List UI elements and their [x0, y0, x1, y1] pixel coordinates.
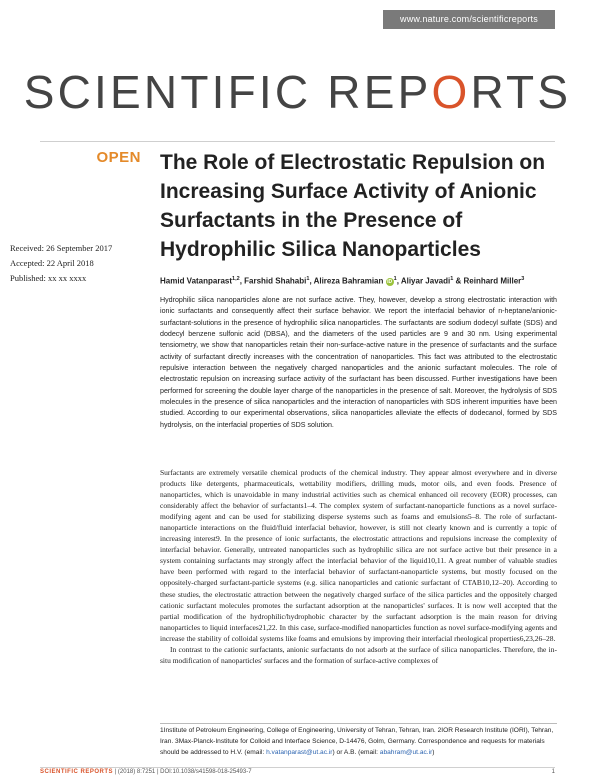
author-name[interactable]: , Farshid Shahabi [239, 276, 307, 286]
article-title: The Role of Electrostatic Repulsion on Increasing Surface Activity of Anionic Surfactants in the Presence of Hydrophilic Silica Nanoparticles [160, 151, 546, 261]
affiliation-divider [160, 723, 557, 724]
author-affiliation-sup: 1 [450, 276, 454, 282]
journal-logo-accent: O [431, 66, 471, 118]
footer-journal: SCIENTIFIC REPORTS [40, 769, 114, 775]
journal-url-bar[interactable]: www.nature.com/scientificreports [383, 10, 555, 29]
received-date: Received: 26 September 2017 [10, 243, 113, 253]
author-affiliation-sup: 1,2 [232, 276, 240, 282]
footer-doi[interactable]: | (2018) 8:7251 | DOI:10.1038/s41598-018-25493-7 [113, 769, 252, 775]
author-name[interactable]: & Reinhard Miller [453, 276, 522, 286]
abstract: Hydrophilic silica nanoparticles alone are not surface active. They, however, develop a strong electrostatic interaction with ionic surfactants and consequently affect their surface behavior. We report the interfacial behavior of n-heptane/anionic-surfactant-solutions in the presence of hydrophilic silica nanoparticles. The surfactants are sodium dodecyl sulfate (SDS) and dodecyl benzene sulfonic acid (DBSA), and the diameters of the used particles are 9 and 30 nm. Using experimental tensiometry, we show that nanoparticles retain their non-surface-active nature in the presence of surfactants and the surface activity of surfactant directly increases with the concentration of nanoparticles. This fact was attributed to the electrostatic repulsive interaction between the negatively charged nanoparticles and the anionic surfactant molecules. The role of electrostatic repulsion on increasing surface activity of the surfactant has been discussed. Further investigations have been performed for screening the double layer charge of the nanoparticles in the presence of salt. Moreover, the hydrolysis of SDS molecules in the presence of silica nanoparticles and the interaction of nanoparticles with SDS inherent impurities have been studied. According to our experimental observations, silica nanoparticles alleviate the effects of dodecanol, formed by SDS hydrolysis, on the interfacial properties of SDS solution. [160, 296, 557, 429]
accepted-date: Accepted: 22 April 2018 [10, 258, 94, 268]
affiliation-text: ) [432, 748, 435, 756]
author-name[interactable]: , Aliyar Javadi [396, 276, 451, 286]
affiliations [160, 726, 557, 758]
journal-logo-end: RTS [470, 66, 572, 118]
author-list [160, 273, 560, 288]
journal-logo [0, 62, 595, 122]
affiliation-text: 1Institute of Petroleum Engineering, College of Engineering, University of Tehran, Tehran, Iran. 2IOR Research Institute (IORI), Tehran, Iran. 3Max-Planck-Institute for Colloid and Interface Science, D-14476, Golm, Germany. Correspondence and requests for materials should be addressed to H.V. (email: [160, 727, 554, 756]
page-number: 1 [551, 769, 555, 775]
body-paragraph: Surfactants are extremely versatile chemical products of the chemical industry. They appear almost everywhere and in diverse products like detergents, pharmaceuticals, wettability modifiers, drilling muds, motor oils, and even foods. Presence of nanoparticles, which is unavoidable in many industrial activities such as chemical enhanced oil recovery (EOR) processes, can considerably affect the behavior of surfactants1–4. The complex system of surfactant-nanoparticle functions as a novel surface-modifying agent and can be used for stabilizing disperse systems such as foams and emulsions5–8. The role of surfactant-nanoparticle interactions on the fluid/fluid interfacial behavior, however, is still not clearly known and is currently a topic of increasing interest9. In the presence of ionic surfactants, the electrostatic attractions and repulsions increase the complexity of interfacial behavior. Generally, untreated nanoparticles such as hydrophilic silica are not surface active but their presence in a system containing surfactants may strongly affect the interfacial behavior of the liquid10,11. A great number of valuable studies have been performed with regard to the interfacial behavior of surfactant-nanoparticle systems, but mostly focused on the oppositely-charged surfactant-particle systems (e.g. silica nanoparticles and cationic surfactant of CTAB10,12–20). According to these studies, the electrostatic attraction between the negatively charged surface of the silica particles and the oppositely charged cationic surfactant molecules promotes the surfactant adsorption at the nanoparticles' surfaces. It is now well accepted that the partial modification of the hydrophilic/hydrophobic character by the surfactant adsorption is the main reason for driving nanoparticles to liquid interfaces21,22. In this case, surface-modified nanoparticles function as novel surface-modifying agents and increase the stability of colloidal systems like foams and emulsions by improving their interfacial rheological properties6,23,26–28. [160, 468, 557, 643]
email-link[interactable]: h.vatanparast@ut.ac.ir [266, 748, 333, 756]
author-name[interactable]: , Alireza Bahramian [309, 276, 384, 286]
body-paragraph: In contrast to the cationic surfactants, anionic surfactants do not adsorb at the surface of silica nanoparticles. Therefore, the in-situ modification of nanoparticles' surfaces and the formation of surface-active complexes of [160, 644, 557, 665]
journal-logo-main: SCIENTIFIC REP [23, 66, 432, 118]
open-access-badge: OPEN [96, 149, 141, 166]
publication-dates [10, 241, 150, 286]
page-footer [40, 769, 555, 779]
orcid-icon[interactable]: iD [387, 278, 393, 285]
author-affiliation-sup: 1 [306, 276, 310, 282]
published-date: Published: xx xx xxxx [10, 273, 87, 283]
main-text [160, 467, 557, 666]
author-affiliation-sup: 3 [521, 276, 525, 282]
author-affiliation-sup: 1 [393, 276, 397, 282]
footer-divider [40, 767, 555, 768]
email-link[interactable]: abahram@ut.ac.ir [379, 748, 433, 756]
header-divider [40, 141, 555, 142]
footer-citation [40, 769, 252, 775]
author-name[interactable]: Hamid Vatanparast [160, 276, 233, 286]
affiliation-text: ) or A.B. (email: [332, 748, 380, 756]
